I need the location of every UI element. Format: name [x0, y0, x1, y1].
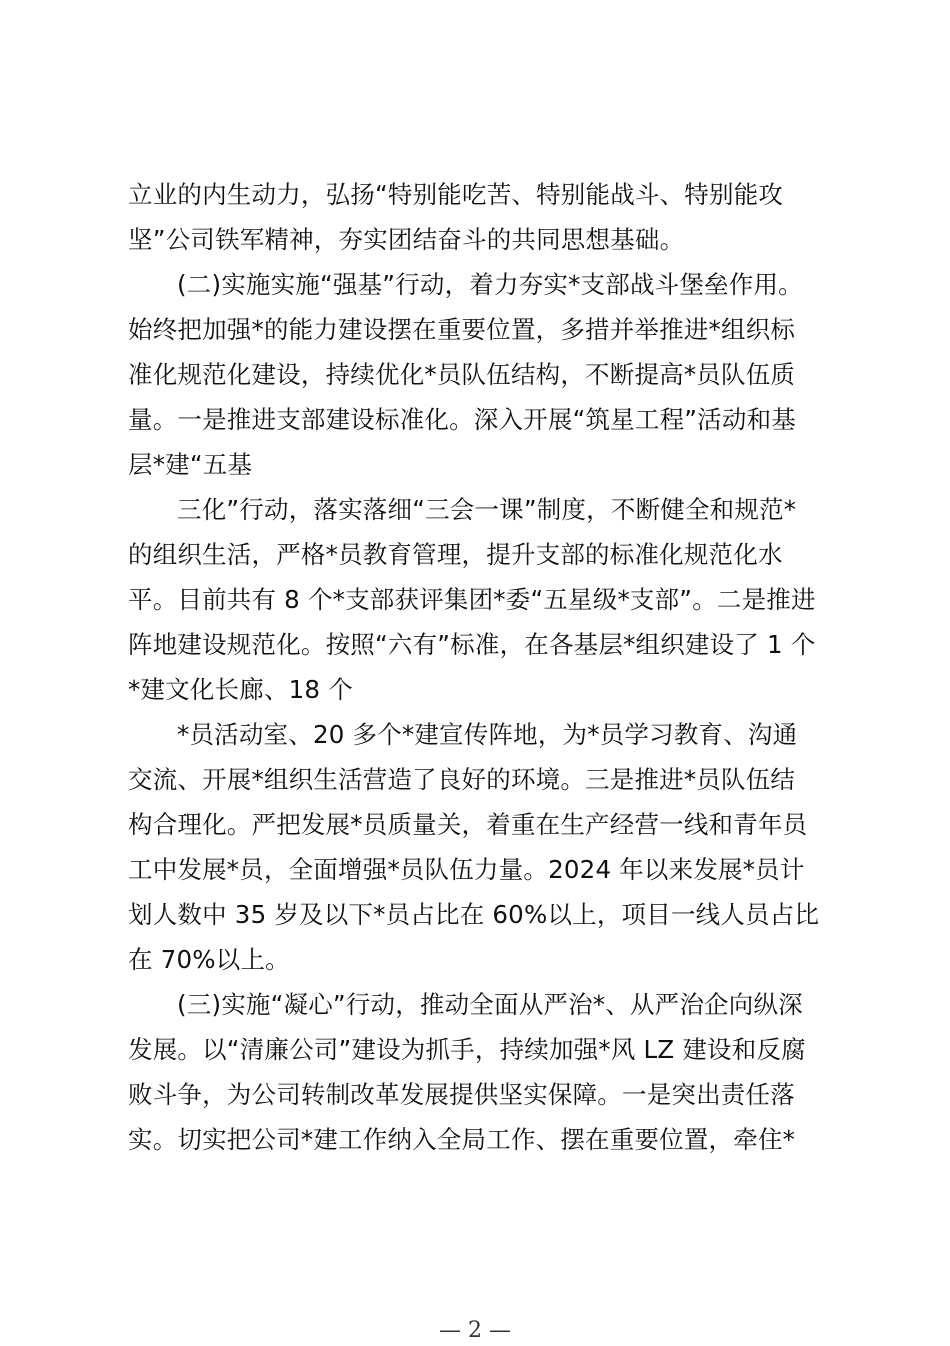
text-line: 实。切实把公司*建工作纳入全局工作、摆在重要位置，牵住*	[128, 1125, 796, 1154]
text-line: 阵地建设规范化。按照“六有”标准，在各基层*组织建设了 1 个	[128, 630, 816, 659]
text-line: (二)实施实施“强基”行动，着力夯实*支部战斗堡垒作用。	[177, 270, 803, 299]
text-line: 划人数中 35 岁及以下*员占比在 60%以上，项目一线人员占比	[128, 900, 820, 929]
text-line: (三)实施“凝心”行动，推动全面从严治*、从严治企向纵深	[177, 990, 803, 1019]
text-line: 始终把加强*的能力建设摆在重要位置，多措并举推进*组织标	[128, 315, 796, 344]
text-line: 量。一是推进支部建设标准化。深入开展“筑星工程”活动和基	[128, 405, 796, 434]
text-line: 工中发展*员，全面增强*员队伍力量。2024 年以来发展*员计	[128, 855, 805, 884]
paragraph-5	[128, 982, 828, 1162]
paragraph-3	[128, 487, 828, 712]
text-line: 在 70%以上。	[128, 945, 290, 974]
text-line: 交流、开展*组织生活营造了良好的环境。三是推进*员队伍结	[128, 765, 796, 794]
page-number: — 2 —	[439, 1318, 511, 1343]
text-line: 层*建“五基	[128, 450, 253, 479]
text-line: 三化”行动，落实落细“三会一课”制度，不断健全和规范*	[177, 495, 797, 524]
text-line: 平。目前共有 8 个*支部获评集团*委“五星级*支部”。二是推进	[128, 585, 816, 614]
text-line: 败斗争，为公司转制改革发展提供坚实保障。一是突出责任落	[128, 1080, 795, 1109]
text-line: 立业的内生动力，弘扬“特别能吃苦、特别能战斗、特别能攻	[128, 180, 784, 209]
text-line: 坚”公司铁军精神，夯实团结奋斗的共同思想基础。	[128, 225, 685, 254]
text-line: *建文化长廊、18 个	[128, 675, 353, 704]
text-line: 准化规范化建设，持续优化*员队伍结构，不断提高*员队伍质	[128, 360, 796, 389]
text-line: 构合理化。严把发展*员质量关，着重在生产经营一线和青年员	[128, 810, 808, 839]
paragraph-1	[128, 172, 828, 262]
text-line: 发展。以“清廉公司”建设为抓手，持续加强*风 LZ 建设和反腐	[128, 1035, 806, 1064]
paragraph-2	[128, 262, 828, 487]
paragraph-4	[128, 712, 828, 982]
text-line: *员活动室、20 多个*建宣传阵地，为*员学习教育、沟通	[177, 720, 798, 749]
text-line: 的组织生活，严格*员教育管理，提升支部的标准化规范化水	[128, 540, 783, 569]
document-body	[128, 172, 828, 1162]
